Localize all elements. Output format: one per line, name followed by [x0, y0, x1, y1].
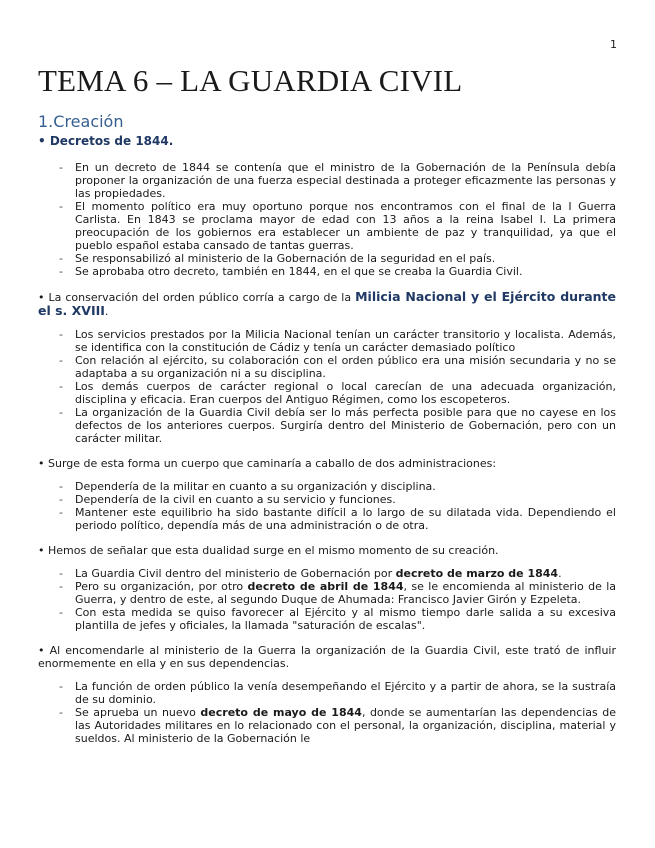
highlighted-text: Milicia Nacional y el Ejército durante el s. XVIII — [38, 289, 616, 318]
list-item: - Se responsabilizó al ministerio de la Gobernación de la seguridad en el país. — [75, 252, 616, 265]
document-title: TEMA 6 – LA GUARDIA CIVIL — [38, 63, 463, 98]
list-item: - Pero su organización, por otro decreto de abril de 1844, se le encomienda al ministerio de la Guerra, y dentro de este, al segundo Duque de Ahumada: Francisco Javier Girón y Ezpeleta. — [75, 580, 616, 606]
list-item: - Mantener este equilibrio ha sido bastante difícil a lo largo de su dilatada vida. Dependiendo el periodo político, dependía más de una administración o de otra. — [75, 506, 616, 532]
paragraph-text: • La conservación del orden público corría a cargo de la — [38, 291, 356, 304]
bullet-list-dualidad — [38, 567, 616, 632]
paragraph-orden-publico — [38, 290, 616, 318]
paragraph-dos-administraciones: • Surge de esta forma un cuerpo que caminaría a caballo de dos administraciones: — [38, 457, 497, 470]
bullet-list-cuerpos — [38, 328, 616, 445]
paragraph-ministerio-guerra: • Al encomendarle al ministerio de la Guerra la organización de la Guardia Civil, este trató de influir enormemente en ella y en sus dependencias. — [38, 644, 616, 670]
list-item: - En un decreto de 1844 se contenía que el ministro de la Gobernación de la Península debía proponer la organización de una fuerza especial destinada a proteger eficazmente las personas y las propiedades. — [75, 161, 616, 200]
list-item: - Los demás cuerpos de carácter regional o local carecían de una adecuada organización, disciplina y eficacia. Eran cuerpos del Antiguo Régimen, como los escopeteros. — [75, 380, 616, 406]
list-item: - Con esta medida se quiso favorecer al Ejército y al mismo tiempo darle salida a su excesiva plantilla de jefes y oficiales, la llamada "saturación de escalas". — [75, 606, 616, 632]
list-item: - La Guardia Civil dentro del ministerio de Gobernación por decreto de marzo de 1844. — [75, 567, 616, 580]
bold-text: decreto de abril de 1844 — [247, 580, 404, 593]
list-item: - La función de orden público la venía desempeñando el Ejército y a partir de ahora, se la sustraía de su dominio. — [75, 680, 616, 706]
bold-text: decreto de mayo de 1844 — [200, 706, 362, 719]
bold-text: decreto de marzo de 1844 — [395, 567, 559, 580]
list-item: - Se aprueba un nuevo decreto de mayo de 1844, donde se aumentarían las dependencias de las Autoridades militares en lo relacionado con el personal, la organización, disciplina, material y sueldos. Al ministerio de la Gobernación le — [75, 706, 616, 745]
list-item: - Dependería de la civil en cuanto a su servicio y funciones. — [75, 493, 616, 506]
bullet-list-decretos — [38, 161, 616, 278]
bullet-list-guerra — [38, 680, 616, 745]
page-number: 1 — [610, 38, 617, 51]
document-page — [38, 62, 616, 757]
subheading-decretos: • Decretos de 1844. — [38, 134, 174, 148]
list-item: - Dependería de la militar en cuanto a su organización y disciplina. — [75, 480, 616, 493]
paragraph-dualidad: • Hemos de señalar que esta dualidad surge en el mismo momento de su creación. — [38, 544, 499, 557]
list-item: - El momento político era muy oportuno porque nos encontramos con el final de la I Guerra Carlista. En 1843 se proclama mayor de edad con 13 años a la reina Isabel I. La primera preocupación de los gobiernos era establecer un ambiente de paz y tranquilidad, ya que el pueblo español estaba cansado de tantas guerras. — [75, 200, 616, 252]
list-item: - Con relación al ejército, su colaboración con el orden público era una misión secundaria y no se adaptaba a su organización ni a su disciplina. — [75, 354, 616, 380]
list-item: - Se aprobaba otro decreto, también en 1844, en el que se creaba la Guardia Civil. — [75, 265, 616, 278]
bullet-list-administraciones — [38, 480, 616, 532]
section-heading: 1.Creación — [38, 112, 124, 131]
list-item: - La organización de la Guardia Civil debía ser lo más perfecta posible para que no cayese en los defectos de los anteriores cuerpos. Surgiría dentro del Ministerio de Gobernación, pero con un carácter militar. — [75, 406, 616, 445]
list-item: - Los servicios prestados por la Milicia Nacional tenían un carácter transitorio y localista. Además, se identifica con la constitución de Cádiz y tenía un carácter demasiado político — [75, 328, 616, 354]
paragraph-text: . — [104, 305, 109, 318]
